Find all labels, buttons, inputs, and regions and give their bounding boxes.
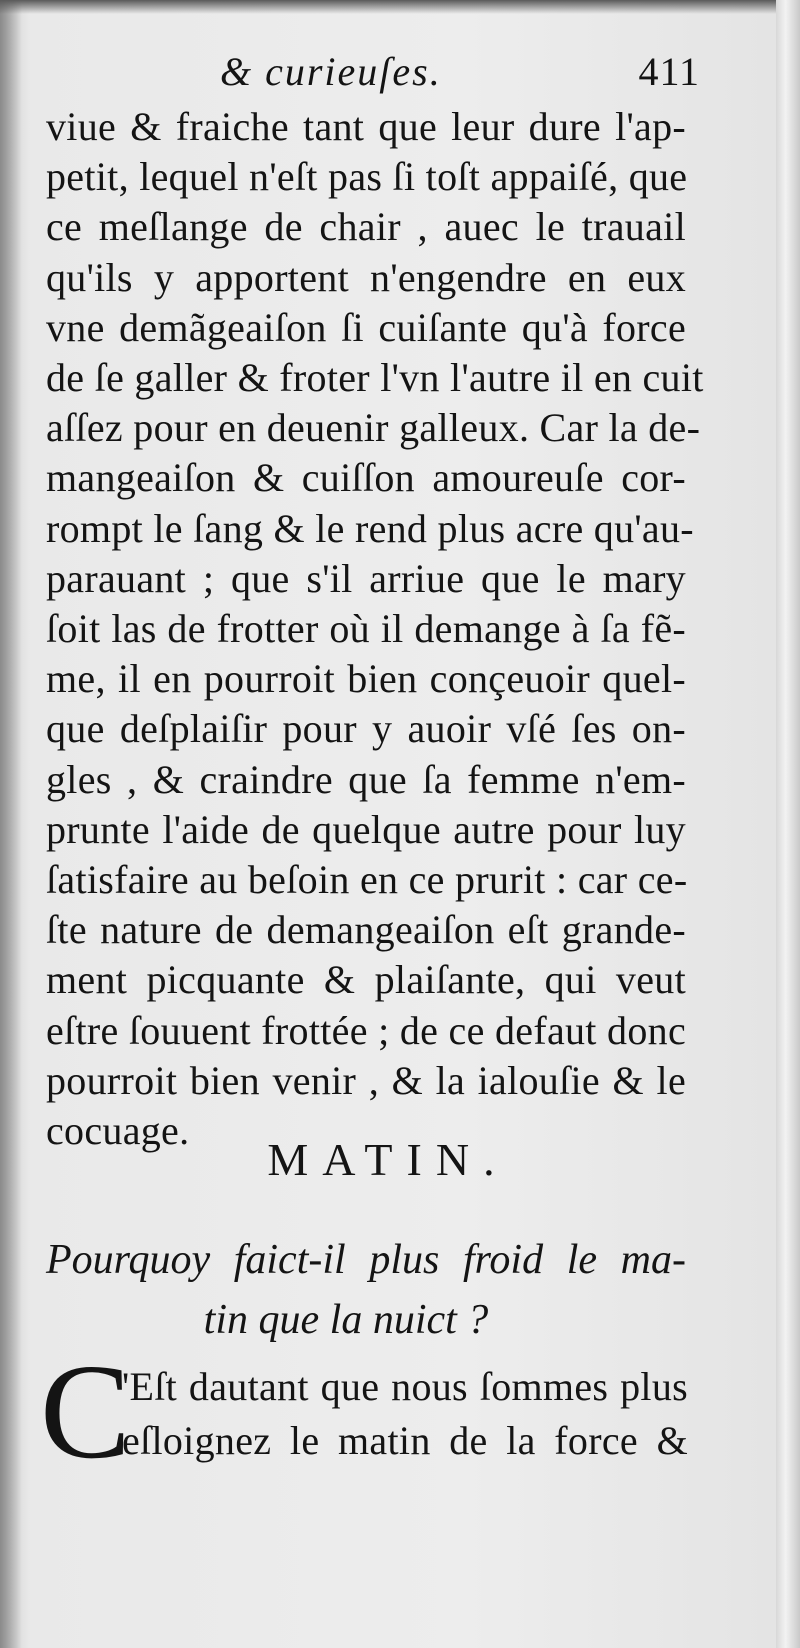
body-line: me, il en pourroit bien conçeuoir quel- (46, 656, 686, 702)
body-line: qu'ils y apportent n'engendre en eux (46, 254, 686, 300)
body-line: ſatisfaire au beſoin en ce prurit : car ce- (46, 857, 688, 903)
question-heading (46, 1230, 686, 1350)
page-edge (776, 0, 800, 1648)
body-line: pourroit bien venir , & la ialouſie & le (46, 1057, 686, 1103)
page-number: 411 (638, 49, 700, 94)
answer-text (122, 1360, 688, 1468)
body-line: petit, lequel n'eſt pas ſi toſt appaiſé, que (46, 154, 688, 200)
body-line: viue & fraiche tant que leur dure l'ap- (46, 104, 686, 149)
running-head: & curieuſes. (220, 49, 442, 94)
section-title: MATIN. (267, 1134, 509, 1185)
question-line-2: tin que la nuict ? (203, 1297, 489, 1343)
body-line: vne demãgeaiſon ſi cuiſante qu'à force (46, 304, 686, 350)
body-line: ce meſlange de chair , auec le trauail (46, 204, 686, 250)
body-line: parauant ; que s'il arriue que le mary (46, 555, 686, 601)
body-line: cocuage. (46, 1108, 190, 1154)
top-edge-shadow (0, 0, 776, 14)
body-line: ſoit las de frotter où il demange à ſa fẽ- (46, 606, 686, 652)
answer-line-2: eſloignez le matin de la force & (122, 1418, 688, 1463)
body-line: prunte l'aide de quelque autre pour luy (46, 806, 686, 852)
body-line: eſtre ſouuent frottée ; de ce defaut donc (46, 1007, 686, 1053)
body-line: que deſplaiſir pour y auoir vſé ſes on- (46, 706, 686, 752)
gutter-shadow (0, 0, 22, 1648)
body-line: gles , & craindre que ſa femme n'em- (46, 756, 686, 802)
body-line: aſſez pour en deuenir galleux. Car la de- (46, 405, 701, 451)
body-line: de ſe galler & froter l'vn l'autre il en cuit (46, 355, 704, 401)
answer-line-1: 'Eſt dautant que nous ſommes plus (122, 1364, 688, 1409)
body-line: ſte nature de demangeaiſon eſt grande- (46, 907, 686, 953)
question-line-1: Pourquoy faict-il plus froid le ma- (46, 1237, 686, 1283)
body-line: ment picquante & plaiſante, qui veut (46, 957, 686, 1003)
drop-capital: C (40, 1337, 131, 1487)
body-line: mangeaiſon & cuiſſon amoureuſe cor- (46, 455, 686, 501)
body-text (46, 102, 704, 1156)
page-header (220, 48, 700, 100)
body-line: rompt le ſang & le rend plus acre qu'au- (46, 505, 694, 551)
